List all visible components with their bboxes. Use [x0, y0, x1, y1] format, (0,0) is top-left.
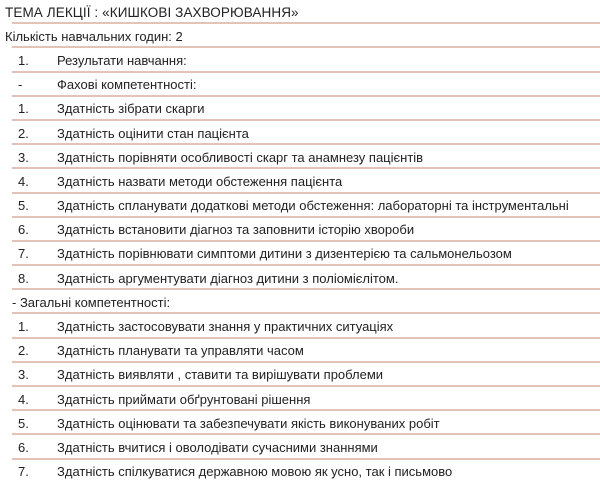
item-text: Здатність аргументувати діагноз дитини з поліомієлітом. — [57, 270, 399, 286]
list-item — [0, 169, 600, 193]
item-number: 5. — [18, 415, 29, 431]
item-text: Здатність вчитися і оволодівати сучасними знаннями — [57, 439, 378, 455]
general-label: - Загальні компетентності: — [12, 294, 171, 310]
item-text: Здатність порівняти особливості скарг та анамнезу пацієнтів — [57, 149, 424, 165]
item-text: Здатність спілкуватися державною мовою як усно, так і письмово — [57, 464, 453, 480]
item-number: 1. — [18, 101, 29, 117]
item-text: Здатність оцінювати та забезпечувати якість виконуваних робіт — [57, 415, 440, 431]
item-number: 4. — [18, 173, 29, 189]
list-item — [0, 145, 600, 169]
list-item — [0, 194, 600, 218]
item-text: Здатність зібрати скарги — [57, 101, 205, 117]
list-item — [0, 339, 600, 363]
item-number: 7. — [18, 246, 29, 262]
list-item — [0, 242, 600, 266]
list-item — [0, 121, 600, 145]
item-number: 1. — [18, 319, 29, 335]
item-text: Здатність встановити діагноз та заповнити історію хвороби — [57, 222, 415, 238]
item-number: 2. — [18, 125, 29, 141]
professional-marker: - — [18, 77, 23, 93]
lecture-title-text: ТЕМА ЛЕКЦІЇ : «КИШКОВІ ЗАХВОРЮВАННЯ» — [5, 4, 299, 20]
item-text: Здатність виявляти , ставити та вирішувати проблеми — [57, 367, 384, 383]
professional-label: Фахові компетентності: — [57, 77, 197, 93]
item-number: 6. — [18, 222, 29, 238]
list-item — [0, 460, 600, 484]
item-number: 4. — [18, 391, 29, 407]
list-item — [0, 387, 600, 411]
item-number: 8. — [18, 270, 29, 286]
item-text: Здатність спланувати додаткові методи обстеження: лабораторні та інструментальні — [57, 198, 569, 214]
results-heading — [0, 48, 600, 72]
item-number: 2. — [18, 343, 29, 359]
item-number: 7. — [18, 464, 29, 480]
hours-row — [0, 24, 600, 48]
results-label: Результати навчання: — [57, 52, 187, 68]
list-item — [0, 411, 600, 435]
list-item — [0, 435, 600, 459]
list-item — [0, 97, 600, 121]
item-text: Здатність приймати обґрунтовані рішення — [57, 391, 311, 407]
lecture-title — [0, 0, 600, 24]
list-item — [0, 314, 600, 338]
list-item — [0, 363, 600, 387]
professional-heading — [0, 73, 600, 97]
list-item — [0, 266, 600, 290]
item-number: 3. — [18, 149, 29, 165]
item-text: Здатність застосовувати знання у практичних ситуаціях — [57, 319, 394, 335]
list-item — [0, 218, 600, 242]
item-text: Здатність планувати та управляти часом — [57, 343, 304, 359]
item-number: 3. — [18, 367, 29, 383]
item-text: Здатність порівнювати симптоми дитини з дизентерією та сальмонельозом — [57, 246, 512, 262]
item-text: Здатність оцінити стан пацієнта — [57, 125, 249, 141]
hours-text: Кількість навчальних годин: 2 — [5, 28, 183, 44]
item-number: 6. — [18, 439, 29, 455]
general-heading — [0, 290, 600, 314]
results-number: 1. — [18, 52, 29, 68]
item-number: 5. — [18, 198, 29, 214]
item-text: Здатність назвати методи обстеження пацієнта — [57, 173, 343, 189]
